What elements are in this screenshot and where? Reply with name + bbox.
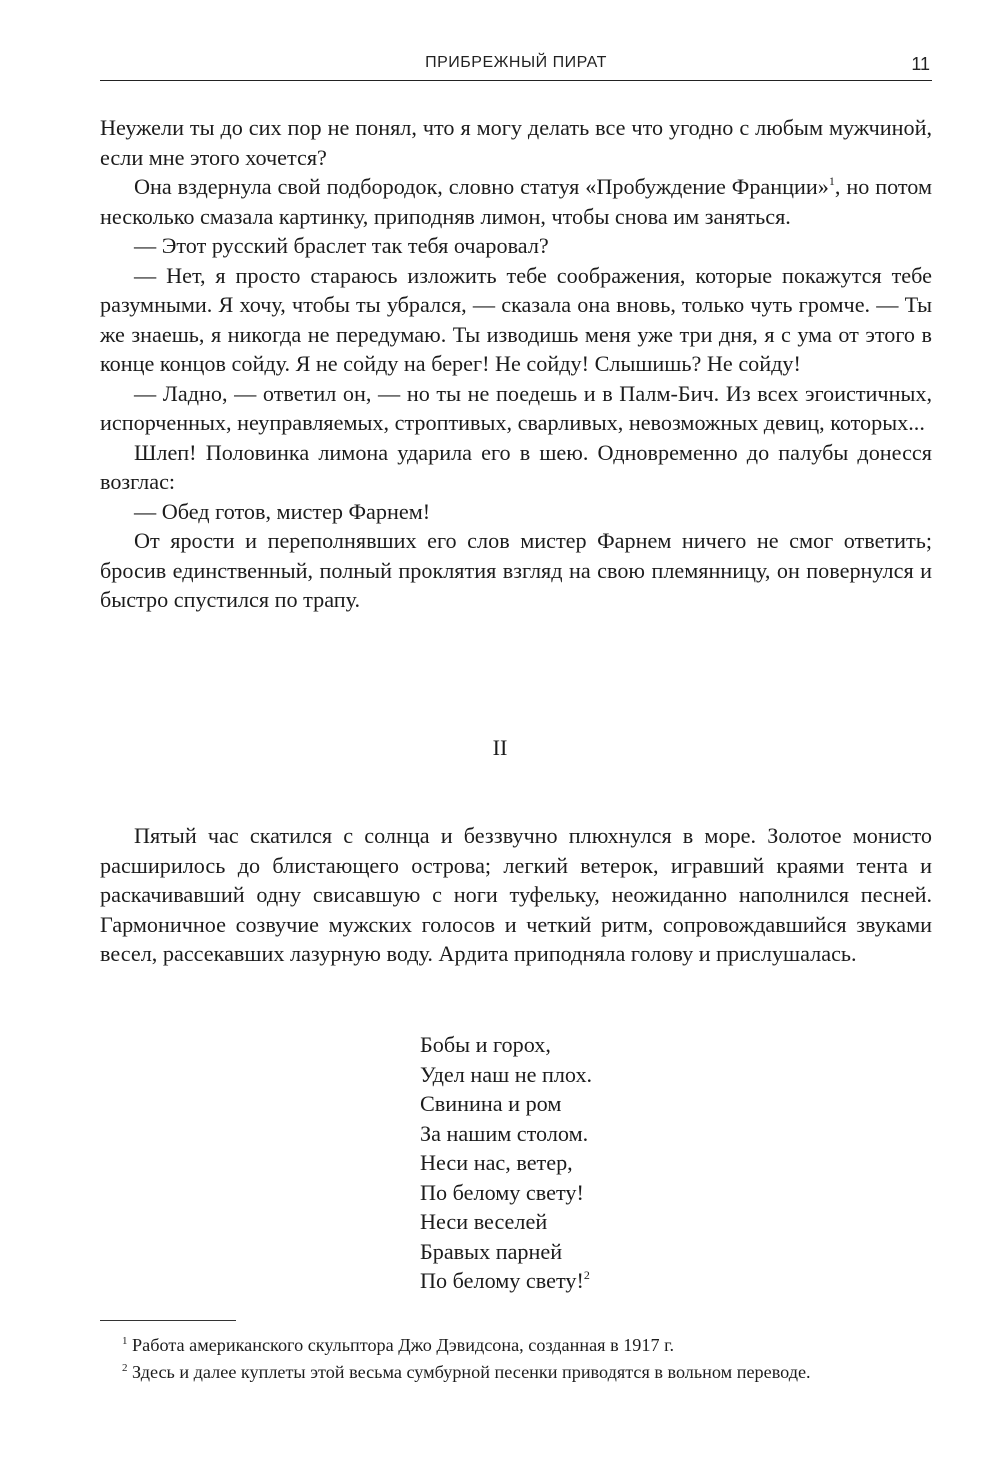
verse-line: Удел наш не плох. bbox=[420, 1061, 593, 1087]
verse-line: Неси веселей bbox=[420, 1209, 548, 1234]
footnotes bbox=[100, 1332, 940, 1386]
verse-line: Свинина и ром bbox=[420, 1091, 562, 1116]
footnote-ref: 2 bbox=[583, 1268, 590, 1282]
footnote-mark: 2 bbox=[122, 1362, 128, 1374]
paragraph: — Ладно, — ответил он, — но ты не поедешь и в Палм-Бич. Из всех эгоистичных, испорченных, неуправляемых, строптивых, сварливых, невозможных девиц, которых... bbox=[100, 380, 932, 435]
chapter-number: II bbox=[492, 735, 508, 760]
paragraph: Неужели ты до сих пор не понял, что я могу делать все что угодно с любым мужчиной, если мне этого хочется? bbox=[100, 115, 932, 170]
paragraph: — Нет, я просто стараюсь изложить тебе соображения, которые покажутся тебе разумными. Я хочу, чтобы ты убрался, — сказала она вновь, только чуть громче. — Ты же знаешь, я никогда не передумаю. Ты изводишь меня уже три дня, я с ума от этого в конце концов сойду. Я не сойду на берег! Не сойду! Слышишь? Не сойду! bbox=[100, 262, 932, 376]
footnote-ref: 1 bbox=[828, 174, 835, 188]
body-text bbox=[100, 113, 932, 615]
running-header bbox=[100, 50, 932, 81]
verse-line: За нашим столом. bbox=[420, 1120, 589, 1146]
verse-line: По белому свету!$^2$ bbox=[420, 1268, 590, 1293]
paragraph: Шлеп! Половинка лимона ударила его в шею. Одновременно до палубы донесся возглас: bbox=[100, 439, 932, 494]
paragraph: Пятый час скатился с солнца и беззвучно плюхнулся в море. Золотое монисто расширилось до блистающего острова; легкий ветерок, игравший краями тента и раскачивавший одну свисавшую с ноги туфельку, неожиданно наполнился песней. Гармоничное созвучие мужских голосов и четкий ритм, сопровождавшийся звуками весел, рассекавших лазурную воду. Ардита приподняла голову и прислушалась. bbox=[100, 823, 932, 966]
verse-line: Бобы и горох, bbox=[420, 1032, 551, 1057]
paragraph: От ярости и переполнявших его слов мистер Фарнем ничего не смог ответить; бросив единственный, полный проклятия взгляд на свою племянницу, он повернулся и быстро спустился по трапу. bbox=[100, 528, 932, 612]
footnote-mark: 1 bbox=[122, 1335, 128, 1347]
footnote: $^1$ Работа американского скульптора Джо Дэвидсона, созданная в 1917 г. bbox=[122, 1335, 675, 1355]
verse-line: Неси нас, ветер, bbox=[420, 1150, 573, 1175]
paragraph: — Этот русский браслет так тебя очаровал? bbox=[134, 233, 549, 258]
paragraph: — Обед готов, мистер Фарнем! bbox=[134, 498, 431, 524]
song-verse bbox=[420, 1030, 592, 1296]
footnote-divider bbox=[100, 1320, 236, 1321]
chapter-body-text bbox=[100, 821, 932, 969]
footnote: $^2$ Здесь и далее куплеты этой весьма сумбурной песенки приводятся в вольном переводе. bbox=[122, 1362, 811, 1382]
verse-line: Бравых парней bbox=[420, 1238, 563, 1264]
running-title: ПРИБРЕЖНЫЙ ПИРАТ bbox=[425, 54, 607, 71]
paragraph: Она вздернула свой подбородок, словно статуя «Пробуждение Франции»$^1$, но потом несколько смазала картинку, приподняв лимон, чтобы снова им заняться. bbox=[100, 174, 932, 229]
page-number: 11 bbox=[911, 54, 930, 74]
verse-line: По белому свету! bbox=[420, 1179, 584, 1205]
